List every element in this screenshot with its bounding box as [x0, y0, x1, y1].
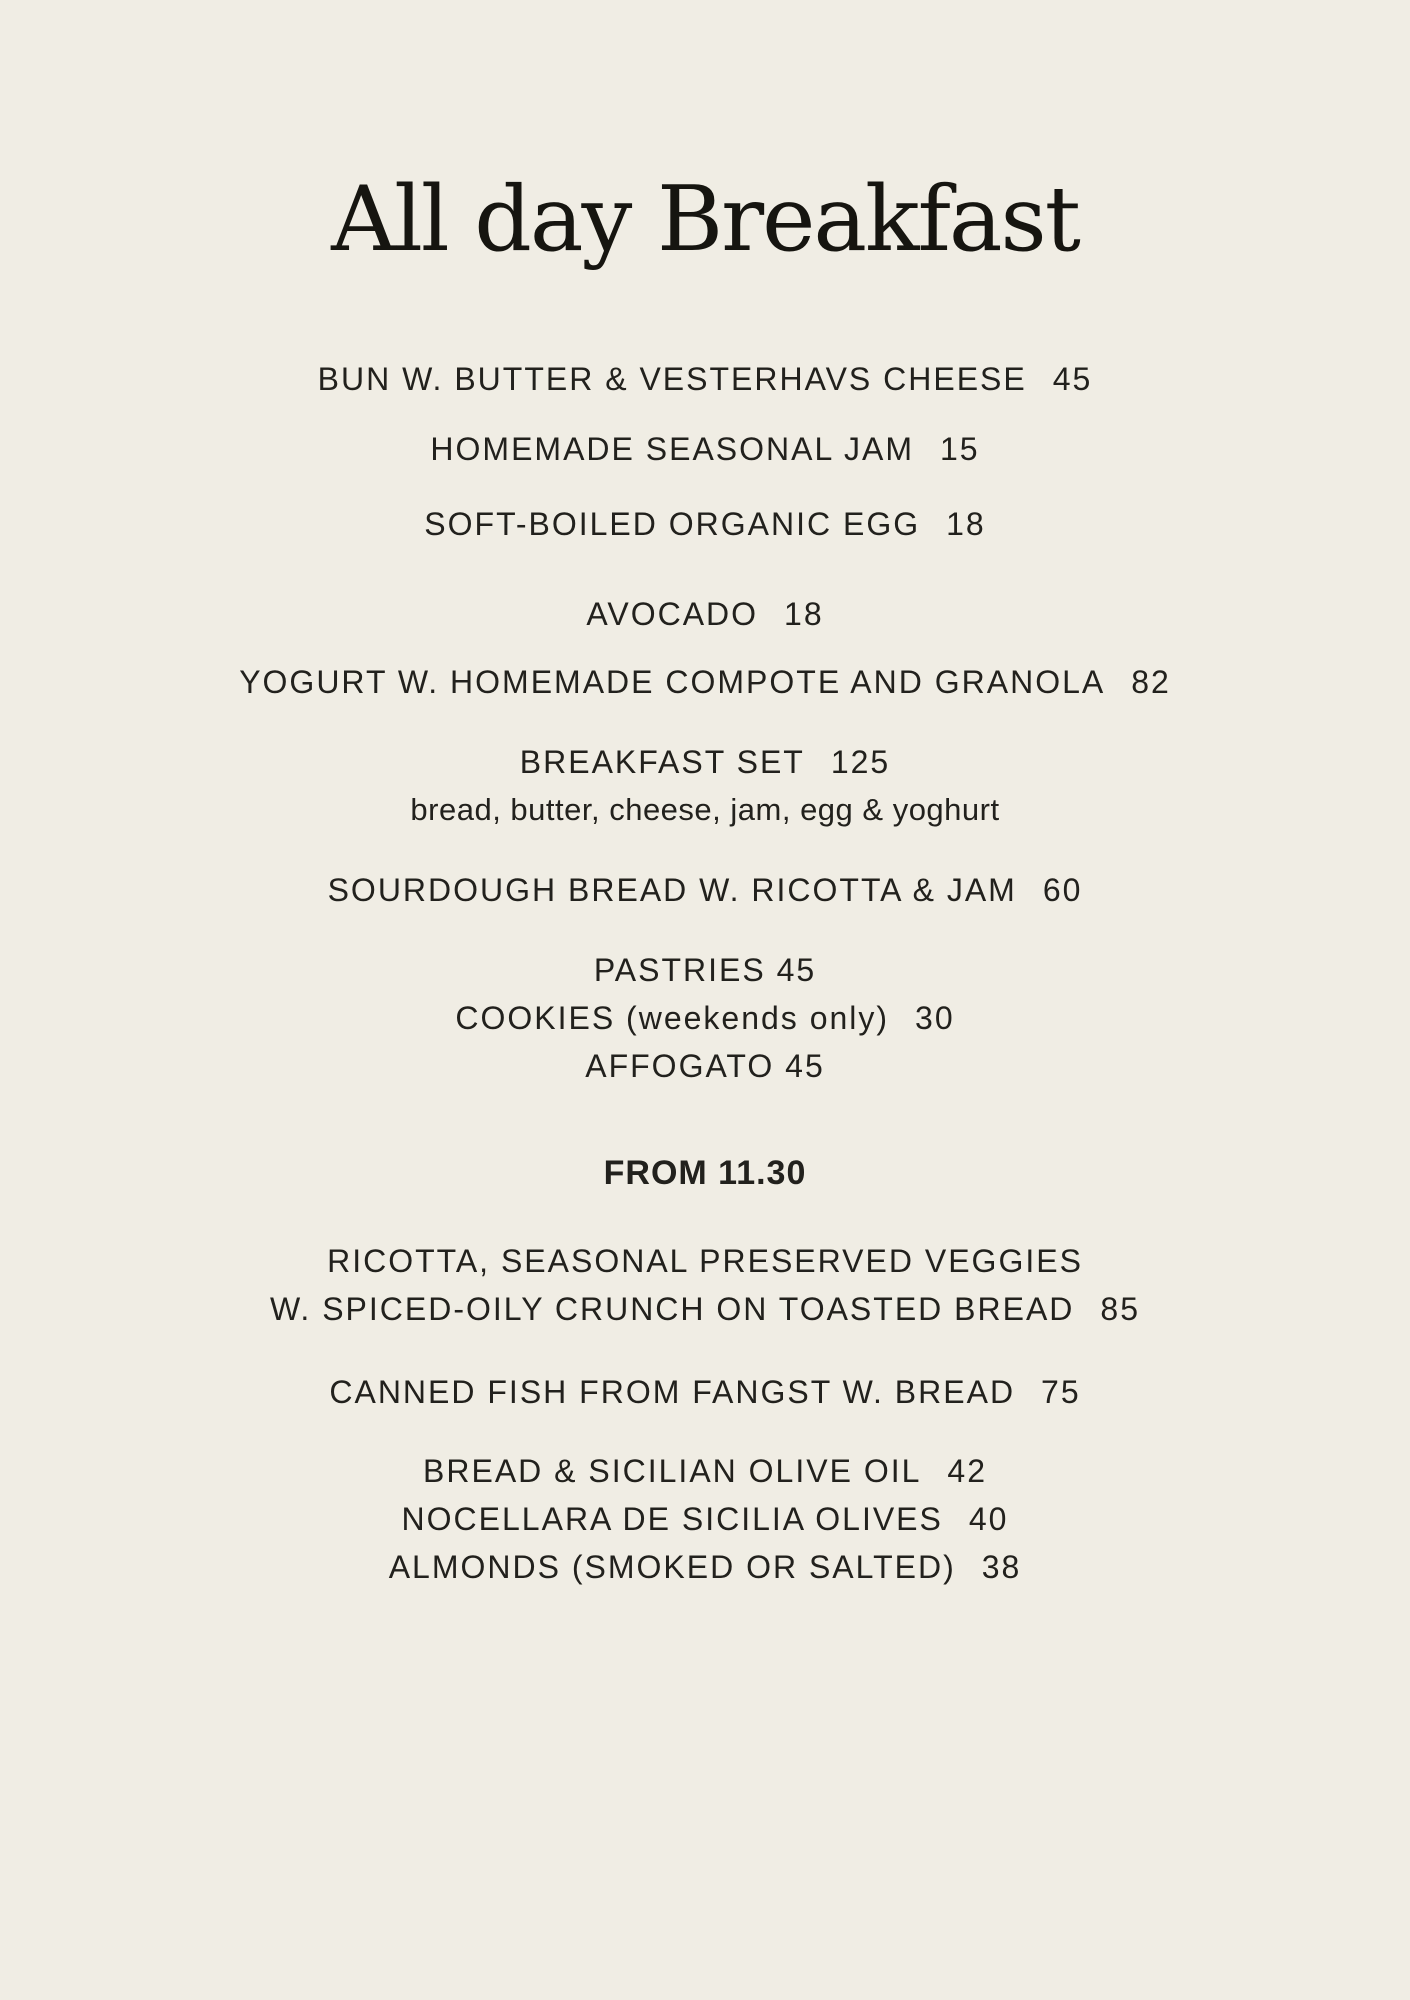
menu-block: [0, 425, 1410, 473]
menu-item-label: COOKIES (weekends only): [455, 1000, 890, 1036]
menu-item-label: RICOTTA, SEASONAL PRESERVED VEGGIES: [327, 1243, 1083, 1279]
menu-item-label: BREAKFAST SET: [519, 744, 805, 780]
menu-item-price: 18: [784, 596, 824, 632]
menu-item-price: 42: [947, 1453, 987, 1489]
menu-item-label: bread, butter, cheese, jam, egg & yoghurt: [410, 792, 1000, 827]
menu-item-price: 38: [981, 1549, 1022, 1585]
menu-item-price: 30: [915, 1000, 955, 1036]
menu-block: [0, 500, 1410, 548]
menu-item-label: CANNED FISH FROM FANGST W. BREAD: [329, 1374, 1016, 1410]
menu-item: [0, 1237, 1410, 1285]
menu-item: [0, 355, 1410, 403]
menu-item: [0, 425, 1410, 473]
menu-item-label: ALMONDS (SMOKED OR SALTED): [388, 1549, 956, 1585]
menu-item: [0, 994, 1410, 1042]
menu-item-label: AVOCADO: [586, 596, 759, 632]
menu-body: [0, 355, 1410, 1591]
menu-block: [0, 1447, 1410, 1591]
menu-item-label: SOURDOUGH BREAD W. RICOTTA & JAM: [327, 872, 1017, 908]
menu-item-price: 60: [1042, 872, 1083, 908]
menu-block: [0, 590, 1410, 638]
menu-item-price: 82: [1131, 664, 1171, 700]
section-heading: [0, 1149, 1410, 1197]
menu-item: [0, 1042, 1410, 1090]
menu-block: [0, 866, 1410, 914]
menu-section-heading-block: [0, 1149, 1410, 1197]
menu-item-description: [0, 786, 1410, 834]
menu-item-label: BREAD & SICILIAN OLIVE OIL: [423, 1453, 922, 1489]
menu-block: [0, 355, 1410, 403]
menu-item-label: AFFOGATO 45: [585, 1048, 825, 1084]
menu-item-price: 40: [968, 1501, 1009, 1537]
menu-block: [0, 946, 1410, 1090]
menu-item-label: SOFT-BOILED ORGANIC EGG: [424, 506, 921, 542]
menu-item: [0, 658, 1410, 706]
menu-item: [0, 1447, 1410, 1495]
menu-item: [0, 1368, 1410, 1416]
menu-block: [0, 738, 1410, 834]
menu-item: [0, 500, 1410, 548]
menu-block: [0, 1237, 1410, 1333]
menu-item-label: PASTRIES 45: [593, 952, 817, 988]
menu-item: [0, 1495, 1410, 1543]
menu-item-label: HOMEMADE SEASONAL JAM: [430, 431, 914, 467]
menu-item-label: W. SPICED-OILY CRUNCH ON TOASTED BREAD: [269, 1291, 1075, 1327]
menu-title: All day Breakfast: [331, 167, 1079, 272]
menu-item: [0, 590, 1410, 638]
menu-block: [0, 658, 1410, 706]
menu-item-label: NOCELLARA DE SICILIA OLIVES: [401, 1501, 943, 1537]
menu-item-price: 75: [1041, 1374, 1081, 1410]
menu-item-price: 125: [830, 744, 891, 780]
menu-item-label: YOGURT W. HOMEMADE COMPOTE AND GRANOLA: [239, 664, 1106, 700]
menu-item: [0, 1285, 1410, 1333]
menu-item-label: BUN W. BUTTER & VESTERHAVS CHEESE: [317, 361, 1027, 397]
menu-item: [0, 1543, 1410, 1591]
menu-item: [0, 738, 1410, 786]
menu-block: [0, 1368, 1410, 1416]
menu-item: [0, 946, 1410, 994]
menu-item: [0, 866, 1410, 914]
menu-item-price: 15: [939, 431, 980, 467]
menu-item-price: 18: [946, 506, 986, 542]
menu-item-price: 85: [1100, 1291, 1140, 1327]
menu-item-label: FROM 11.30: [603, 1154, 807, 1192]
menu-item-price: 45: [1052, 361, 1093, 397]
